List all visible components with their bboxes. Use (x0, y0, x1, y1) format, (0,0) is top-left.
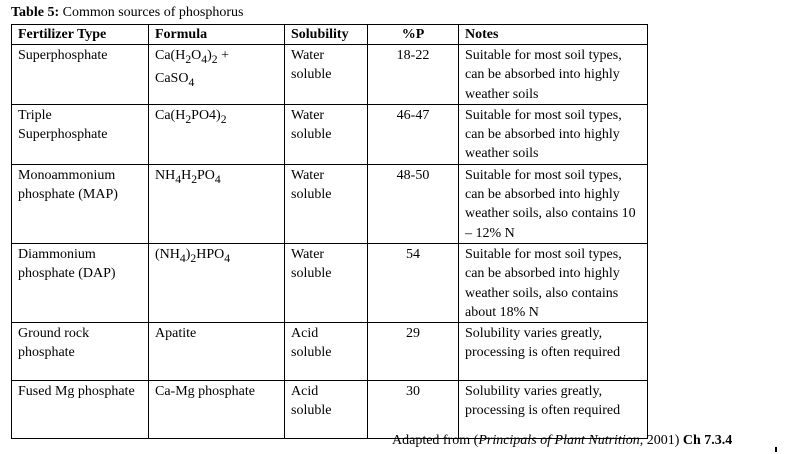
formula-cell: $NH_4H_2PO_4$ (149, 164, 285, 243)
percent-p-cell: 54 (368, 243, 459, 322)
fertilizer-type-cell: Diammonium phosphate (DAP) (12, 243, 149, 322)
header-fertilizer-type: Fertilizer Type (12, 25, 149, 45)
percent-p-cell: 48-50 (368, 164, 459, 243)
notes-cell: Suitable for most soil types, can be absorbed into highly weather soils (459, 45, 648, 105)
formula-cell: $(NH_4)_2HPO_4$ (149, 243, 285, 322)
table-row (12, 164, 648, 243)
notes-cell: Solubility varies greatly, processing is often required (459, 323, 648, 381)
table-row (12, 243, 648, 322)
notes-cell: Suitable for most soil types, can be absorbed into highly weather soils, also contains about 18% N (459, 243, 648, 322)
notes-cell: Solubility varies greatly, processing is often required (459, 381, 648, 439)
solubility-cell: Acid soluble (285, 381, 368, 439)
header-solubility: Solubility (285, 25, 368, 45)
notes-cell: Suitable for most soil types, can be absorbed into highly weather soils, also contains 10 – 12% N (459, 164, 648, 243)
solubility-cell: Water soluble (285, 104, 368, 164)
source-prefix: Adapted from ( (392, 433, 479, 448)
table-caption (11, 4, 243, 22)
phosphorus-sources-table (11, 24, 648, 439)
source-citation (392, 432, 732, 450)
percent-p-cell: 18-22 (368, 45, 459, 105)
fertilizer-type-cell: Ground rock phosphate (12, 323, 149, 381)
solubility-cell: Acid soluble (285, 323, 368, 381)
fertilizer-type-cell: Fused Mg phosphate (12, 381, 149, 439)
fertilizer-type-cell: Triple Superphosphate (12, 104, 149, 164)
table-row (12, 104, 648, 164)
table-row (12, 381, 648, 439)
header-formula: Formula (149, 25, 285, 45)
solubility-cell: Water soluble (285, 164, 368, 243)
source-suffix: , 2001) (639, 433, 683, 448)
table-row (12, 323, 648, 381)
source-title: Principals of Plant Nutrition (478, 433, 640, 448)
header-notes: Notes (459, 25, 648, 45)
text-cursor (775, 447, 777, 452)
fertilizer-type-cell: Superphosphate (12, 45, 149, 105)
notes-cell: Suitable for most soil types, can be absorbed into highly weather soils (459, 104, 648, 164)
table-caption-label: Table 5: (11, 5, 60, 20)
solubility-cell: Water soluble (285, 45, 368, 105)
table-caption-text: Common sources of phosphorus (59, 5, 244, 20)
header-percent-p: %P (368, 25, 459, 45)
solubility-cell: Water soluble (285, 243, 368, 322)
formula-cell: Apatite (149, 323, 285, 381)
table-header-row (12, 25, 648, 45)
formula-cell: Ca-Mg phosphate (149, 381, 285, 439)
formula-cell: $Ca(H_2PO4)_2$ (149, 104, 285, 164)
percent-p-cell: 30 (368, 381, 459, 439)
source-chapter: Ch 7.3.4 (682, 433, 733, 448)
percent-p-cell: 29 (368, 323, 459, 381)
table-row (12, 45, 648, 105)
percent-p-cell: 46-47 (368, 104, 459, 164)
formula-cell: $Ca(H_2O_4)_2$ + CaSO$_4$ (149, 45, 285, 105)
fertilizer-type-cell: Monoammonium phosphate (MAP) (12, 164, 149, 243)
